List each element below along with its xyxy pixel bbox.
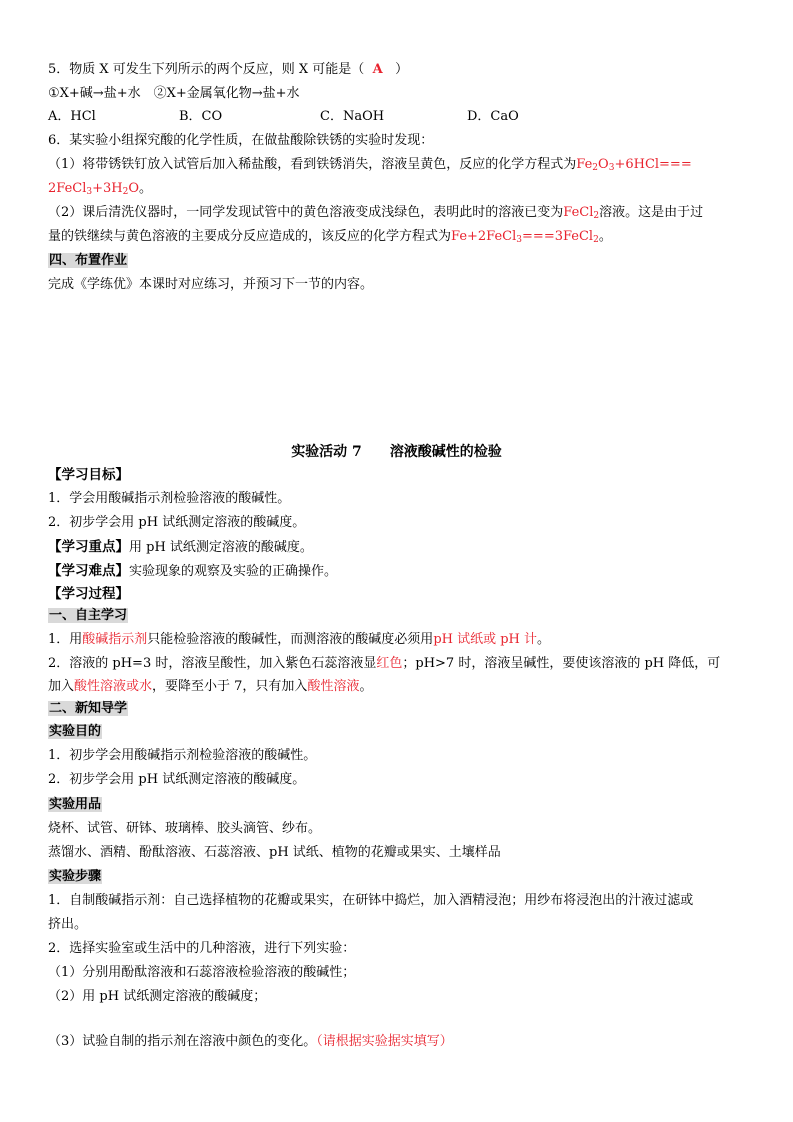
difficulty-line: 【学习难点】实验现象的观察及实验的正确操作。 — [48, 563, 338, 579]
q5-options — [48, 109, 608, 125]
q5-reactions: ①X+碱→盐+水 ②X+金属氧化物→盐+水 — [48, 86, 300, 101]
self-study-heading: 一、自主学习 — [49, 608, 128, 623]
process-heading: 【学习过程】 — [48, 586, 129, 602]
goal-item: 2．初步学会用 pH 试纸测定溶液的酸碱度。 — [48, 515, 306, 530]
q5-stem: 5．物质 X 可发生下列所示的两个反应，则 X 可能是（ A ） — [48, 62, 409, 77]
step-1-cont: 挤出。 — [48, 917, 88, 932]
q6-part2-equation: Fe+2FeCl$_3$===3FeCl$_2$ — [451, 229, 599, 245]
step-2-3: （3）试验自制的指示剂在溶液中颜色的变化。（请根据实验据实填写） — [48, 1034, 453, 1049]
q6-part2-line2: 量的铁继续与黄色溶液的主要成分反应造成的，该反应的化学方程式为Fe+2FeCl$_3$===3FeCl$_2$。 — [48, 229, 612, 245]
step-2-2: （2）用 pH 试纸测定溶液的酸碱度； — [48, 989, 267, 1004]
q5-option-c: C．NaOH — [320, 109, 385, 124]
q5-option-a: A．HCl — [48, 109, 96, 124]
focus-line: 【学习重点】用 pH 试纸测定溶液的酸碱度。 — [48, 539, 313, 555]
q5-answer: A — [372, 62, 383, 77]
purpose-heading: 实验目的 — [49, 724, 102, 739]
q6-part1-equation: $Fe_2O_3+6HCl===$ — [576, 157, 692, 173]
purpose-item: 2．初步学会用 pH 试纸测定溶液的酸碱度。 — [48, 772, 306, 787]
materials-line-2: 蒸馏水、酒精、酚酞溶液、石蕊溶液、pH 试纸、植物的花瓣或果实、土壤样品 — [48, 845, 501, 860]
steps-heading: 实验步骤 — [49, 869, 102, 884]
materials-line-1: 烧杯、试管、研钵、玻璃棒、胶头滴管、纱布。 — [48, 821, 322, 836]
q6-stem: 6．某实验小组探究酸的化学性质，在做盐酸除铁锈的实验时发现： — [48, 133, 434, 148]
step-1: 1．自制酸碱指示剂：自己选择植物的花瓣或果实，在研钵中捣烂，加入酒精浸泡；用纱布将浸泡出的汁液过滤或 — [48, 893, 694, 908]
page-title: 实验活动 7 溶液酸碱性的检验 — [291, 444, 502, 460]
q6-part1-equation-cont: $2FeCl_3+3H_2O$ — [48, 181, 140, 197]
homework-heading: 四、布置作业 — [49, 253, 128, 268]
q6-part1-line2: $2FeCl_3+3H_2O$。 — [48, 181, 153, 197]
goals-heading: 【学习目标】 — [48, 467, 129, 483]
q5-option-d: D．CaO — [467, 109, 519, 124]
q6-part2-answer: FeCl$_2$ — [563, 205, 600, 221]
materials-heading: 实验用品 — [49, 797, 102, 812]
homework-text: 完成《学练优》本课时对应练习，并预习下一节的内容。 — [48, 277, 374, 292]
q6-part1: （1）将带锈铁钉放入试管后加入稀盐酸，看到铁锈消失，溶液呈黄色，反应的化学方程式为$Fe_2O_3+6HCl===$ — [48, 157, 692, 173]
q6-part2: （2）课后清洗仪器时，一同学发现试管中的黄色溶液变成浅绿色，表明此时的溶液已变为FeCl$_2$溶液。这是由于过 — [48, 205, 704, 221]
purpose-item: 1．初步学会用酸碱指示剂检验溶液的酸碱性。 — [48, 748, 317, 763]
self-study-item-2: 2．溶液的 pH=3 时，溶液呈酸性，加入紫色石蕊溶液显红色；pH>7 时，溶液呈碱性，要使该溶液的 pH 降低，可 — [48, 656, 721, 671]
step-2: 2．选择实验室或生活中的几种溶液，进行下列实验： — [48, 941, 356, 956]
self-study-item-2-cont: 加入酸性溶液或水，要降至小于 7，只有加入酸性溶液。 — [48, 679, 373, 694]
step-2-3-note: （请根据实验据实填写） — [316, 1034, 453, 1049]
q5-option-b: B．CO — [179, 109, 223, 124]
goal-item: 1．学会用酸碱指示剂检验溶液的酸碱性。 — [48, 491, 291, 506]
self-study-item-1: 1．用酸碱指示剂只能检验溶液的酸碱性，而测溶液的酸碱度必须用pH 试纸或 pH 计。 — [48, 632, 551, 647]
step-2-1: （1）分别用酚酞溶液和石蕊溶液检验溶液的酸碱性； — [48, 965, 356, 980]
new-knowledge-heading: 二、新知导学 — [49, 701, 128, 716]
